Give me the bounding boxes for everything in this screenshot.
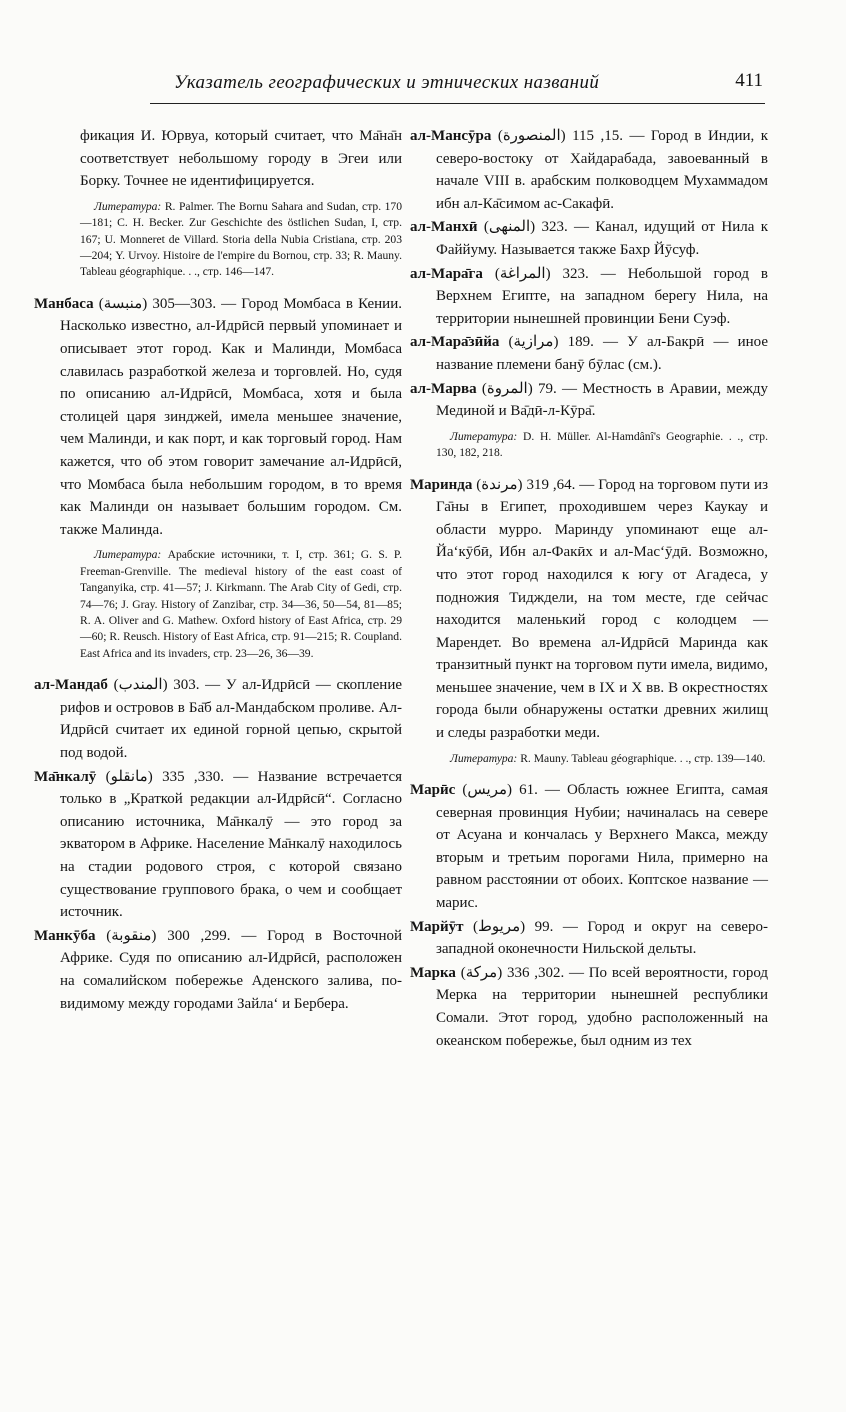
entry-headword: Манбаса bbox=[34, 295, 94, 312]
literature-label: Литература: bbox=[94, 199, 162, 213]
entry-text: 299, 300. — Город в Восточной Африке. Судя по описанию ал-Идрӣсӣ, расположен на сомалийском побережье Аденского залива, по-видимому между городами Зайла‘ и Бербера. bbox=[60, 927, 402, 1012]
entry-arabic: (مركة) bbox=[460, 964, 503, 981]
literature-text: R. Palmer. The Bornu Sahara and Sudan, стр. 170—181; C. H. Becker. Zur Geschichte des östlichen Sudan, I, стр. 167; U. Monneret de Villard. Storia della Nubia Cristiana, стр. 203—204; Y. Urvoy. Histoire de l'empire du Bornou, стр. 33; R. Mauny. Tableau géographique. . ., стр. 146—147. bbox=[80, 199, 402, 279]
entry-arabic: (مريس) bbox=[462, 782, 512, 799]
entry-arabic: (مرازية) bbox=[508, 334, 559, 351]
index-entry bbox=[34, 293, 402, 542]
index-entry bbox=[410, 474, 768, 745]
index-entry bbox=[410, 331, 768, 376]
literature-label: Литература: bbox=[94, 548, 162, 562]
entry-headword: Маринда bbox=[410, 476, 473, 493]
running-header bbox=[150, 68, 765, 104]
entry-headword: Марйӯт bbox=[410, 918, 464, 935]
entry-headword: ал-Мандаб bbox=[34, 677, 108, 694]
entry-headword: ал-Мансӯра bbox=[410, 128, 492, 144]
entry-arabic: (منبسة) bbox=[98, 295, 148, 312]
entry-text: 99. — Город и округ на северо-западной оконечности Нильской дельты. bbox=[436, 918, 769, 958]
entry-headword: Марӣс bbox=[410, 782, 456, 799]
left-column bbox=[34, 125, 402, 1016]
entry-arabic: (مريوط) bbox=[473, 918, 526, 935]
entry-text: 15, 115. — Город в Индии, к северо-востоку от Хайдарабада, завоеванный в начале VIII в. арабским полководцем Мухаммадом ибн ал-Ка̄симом ас-Сакафӣ. bbox=[436, 128, 769, 212]
entry-headword: ал-Манхӣ bbox=[410, 219, 478, 236]
continuation-text: фикация И. Юрвуа, который считает, что Ма̄на̄н соответствует небольшому городу в Эгеи или Борку. Точнее не идентифицируется. bbox=[80, 128, 402, 190]
header-rule bbox=[150, 103, 765, 104]
entry-text: 303—305. — Город Момбаса в Кении. Насколько известно, ал-Идрӣсӣ первый упоминает и описывает этот город. Как и Малинди, Момбаса славилась разработкой железа и торговлей. Но, судя по описанию ал-Идрӣсӣ, Момбаса, хотя и была столицей царя зинджей, имела меньшее значение, чем Малинди, и как порт, и как торговый город. Нам кажется, что об этом говорит замечание ал-Идрӣсӣ, что Момбаса была небольшим городом, в то время как Малинди он называет большим городом. См. также Малинда. bbox=[60, 295, 402, 538]
index-entry bbox=[34, 925, 402, 1015]
entry-text: 323. — Небольшой город в Верхнем Египте, на западном берегу Нила, на территории нынешней провинции Бени Суэф. bbox=[436, 265, 769, 327]
entry-arabic: (منقوبة) bbox=[106, 927, 157, 944]
index-entry bbox=[410, 779, 768, 915]
entry-text: 303. — У ал-Идрӣсӣ — скопление рифов и островов в Ба̄б ал-Мандабском проливе. Ал-Идрӣсӣ считает их единой горной цепью, скрытой под водой. bbox=[60, 677, 403, 761]
index-entry bbox=[410, 916, 768, 961]
entry-headword: ал-Мара̄га bbox=[410, 265, 483, 282]
entry-text: 330, 335. — Название встречается только в „Краткой редакции ал-Идрӣсӣ“. Согласно описанию источника, Ма̄нкалӯ — это город за экватором в Африке. Население Ма̄нкалӯ находилось на стадии родового строя, с которой связано существование группового брака, о чем и сообщает источник. bbox=[60, 768, 403, 921]
entry-headword: ал-Марва bbox=[410, 380, 477, 397]
entry-arabic: (المراغة) bbox=[494, 265, 551, 282]
index-entry bbox=[34, 766, 402, 924]
literature-text: D. H. Müller. Al-Hamdânî's Geographie. . ., стр. 130, 182, 218. bbox=[436, 429, 768, 460]
entry-headword: Марка bbox=[410, 964, 456, 981]
entry-headword: Ма̄нкалӯ bbox=[34, 768, 97, 785]
entry-arabic: (المندب) bbox=[113, 677, 168, 694]
index-entry bbox=[410, 962, 768, 1052]
literature-note bbox=[34, 547, 402, 662]
entry-text: 79. — Местность в Аравии, между Мединой и Ва̄дӣ-л-Кӯра̄. bbox=[436, 380, 768, 420]
entry-text: 64, 319. — Город на торговом пути из Га̄ны в Египет, проходившем через Каукау и области мурро. Маринду упоминают еще ал-Йа‘кӯбӣ, Ибн ал-Факӣх и ал-Мас‘ӯдӣ. Возможно, что этот город находился к югу от Агадеса, у подножия Тидждели, на том месте, где сейчас находится маленький город с колодцем — Марендет. Во времена ал-Идрӣсӣ Маринда как транзитный пункт на торговом пути имела, видимо, меньшее значение, чем в IX и X вв. В окрестностях города были обнаружены остатки древних жилищ и следы разработки меди. bbox=[436, 476, 769, 742]
literature-note bbox=[410, 429, 768, 462]
index-entry bbox=[410, 378, 768, 423]
entry-text: 323. — Канал, идущий от Нила к Файйуму. Называется также Бахр Йӯсуф. bbox=[436, 219, 769, 258]
entry-arabic: (المنصورة) bbox=[497, 128, 566, 144]
literature-label: Литература: bbox=[450, 429, 518, 443]
running-title: Указатель географических и этнических названий bbox=[174, 72, 600, 93]
literature-label: Литература: bbox=[450, 751, 518, 765]
entry-arabic: (مانقلو) bbox=[105, 768, 153, 785]
entry-text: 61. — Область южнее Египта, самая северная провинция Нубии; начиналась на севере от Асуана и кончалась у Верхнего Макса, между вторым и третьим порогами Нила, примерно на равном расстоянии от обоих. Коптское название — марис. bbox=[436, 782, 768, 912]
literature-note bbox=[410, 751, 768, 767]
index-entry bbox=[34, 674, 402, 764]
literature-note bbox=[34, 199, 402, 281]
entry-text: 302, 336. — По всей вероятности, город Мерка на территории нынешней республики Сомали. Этот город, удобно расположенный на океанском побережье, был одним из тех bbox=[436, 964, 769, 1049]
index-entry bbox=[410, 125, 768, 215]
entry-headword: ал-Мара̄зӣйа bbox=[410, 334, 500, 351]
entry-arabic: (مرندة) bbox=[476, 476, 523, 493]
entry-arabic: (المروة) bbox=[481, 380, 533, 397]
page-number: 411 bbox=[735, 70, 763, 91]
literature-text: R. Mauny. Tableau géographique. . ., стр. 139—140. bbox=[520, 751, 766, 765]
index-entry bbox=[410, 216, 768, 261]
right-column bbox=[410, 125, 768, 1053]
index-entry bbox=[410, 263, 768, 331]
entry-text: 189. — У ал-Бакрӣ — иное название племени банӯ бӯлас (см.). bbox=[436, 334, 769, 373]
entry-arabic: (المنهى) bbox=[483, 219, 536, 236]
entry-headword: Манкӯба bbox=[34, 927, 96, 944]
literature-text: Арабские источники, т. I, стр. 361; G. S. P. Freeman-Grenville. The medieval history of the east coast of Tanganyika, стр. 41—57; J. Kirkmann. The Arab City of Gedi, стр. 74—76; J. Gray. History of Zanzibar, стр. 34—36, 50—54, 81—85; R. A. Oliver and G. Mathew. Oxford history of East Africa, стр. 29—60; R. Reusch. History of East Africa, стр. 91—215; R. Coupland. East Africa and its invaders, стр. 23—26, 36—39. bbox=[80, 548, 402, 660]
